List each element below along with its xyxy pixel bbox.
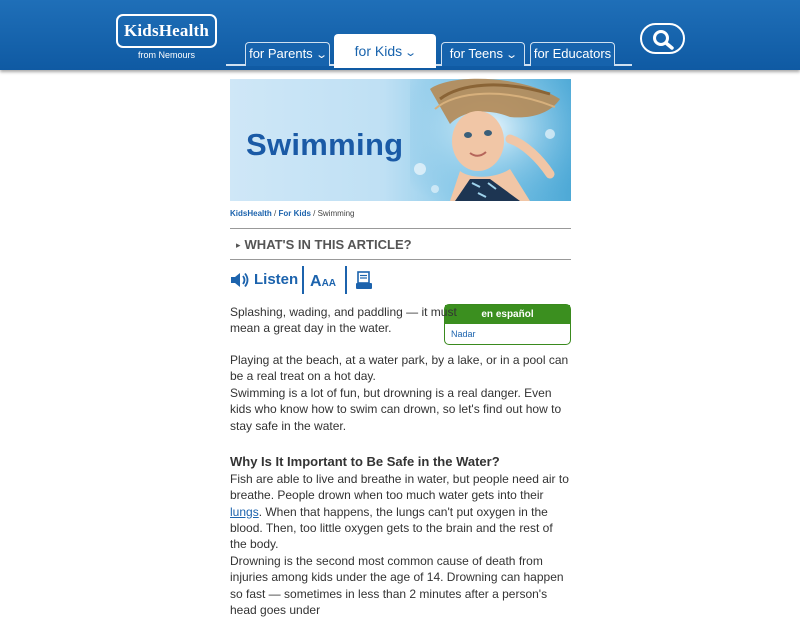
text-size-large: A (310, 273, 322, 290)
swimmer-illustration (410, 79, 571, 201)
toc-title: WHAT'S IN THIS ARTICLE? (244, 237, 412, 252)
tab-label: for Kids (354, 43, 403, 59)
text-size-button[interactable] (310, 273, 336, 291)
text-size-small: AA (321, 278, 337, 289)
site-header (0, 0, 800, 70)
lungs-link[interactable]: lungs (230, 504, 259, 519)
paragraph-text: Fish are able to live and breathe in water, but people need air to breathe. People drown when too much water gets into their (230, 472, 569, 503)
toc-label (236, 237, 412, 252)
spanish-box-title: en español (445, 305, 570, 324)
breadcrumb-current: Swimming (317, 209, 355, 218)
print-icon[interactable] (355, 271, 373, 291)
breadcrumb-separator: / (271, 209, 279, 218)
breadcrumb-section-link[interactable]: For Kids (278, 209, 311, 218)
tab-label: for Teens (449, 46, 504, 61)
search-button[interactable] (640, 23, 685, 54)
body-paragraph (230, 471, 571, 552)
logo-subtitle: from Nemours (137, 50, 195, 60)
breadcrumb (230, 209, 355, 218)
intro-paragraph-top: Splashing, wading, and paddling — it must mean a great day in the water. (230, 305, 457, 336)
tab-for-kids[interactable] (334, 34, 436, 68)
spanish-article-link[interactable]: Nadar (451, 329, 476, 339)
speaker-icon[interactable] (230, 271, 250, 289)
tools-divider (302, 266, 304, 294)
logo-brand: KidsHealth (123, 21, 210, 40)
tools-divider (345, 266, 347, 294)
listen-button[interactable]: Listen (254, 271, 299, 288)
section-heading: Why Is It Important to Be Safe in the Water? (230, 454, 500, 469)
breadcrumb-home-link[interactable]: KidsHealth (230, 209, 272, 218)
article-contents-toggle[interactable] (230, 228, 571, 260)
article-tools (230, 266, 390, 294)
tab-label: for Parents (249, 46, 313, 61)
kidshealth-logo[interactable] (116, 14, 217, 60)
breadcrumb-separator: / (310, 209, 318, 218)
page-title: Swimming (246, 127, 404, 162)
body-paragraph: Swimming is a lot of fun, but drowning is a real danger. Even kids who know how to swim can drown, so let's find out how to stay safe in the water. (230, 386, 562, 433)
tab-for-teens[interactable] (441, 42, 525, 66)
chevron-down-icon: ⌄ (404, 47, 418, 59)
tab-for-parents[interactable] (245, 42, 330, 66)
paragraph-text: . When that happens, the lungs can't put oxygen in the blood. Then, too little oxygen gets to the brain and the rest of the body. (230, 504, 553, 552)
intro-paragraph-bottom: Playing at the beach, at a water park, by a lake, or in a pool can be a real treat on a hot day. (230, 353, 569, 384)
tab-label: for Educators (533, 46, 612, 61)
search-icon (653, 30, 675, 50)
body-paragraph: Drowning is the second most common cause of death from injuries among kids under the age of 14. Drowning can happen so fast — sometimes in less than 2 minutes after a person's head goes under (230, 554, 564, 617)
expand-arrow-icon: ▸ (236, 240, 241, 250)
hero-banner (230, 79, 571, 201)
tab-for-educators[interactable] (530, 42, 615, 66)
chevron-down-icon: ⌄ (314, 49, 328, 61)
chevron-down-icon: ⌄ (505, 49, 519, 61)
